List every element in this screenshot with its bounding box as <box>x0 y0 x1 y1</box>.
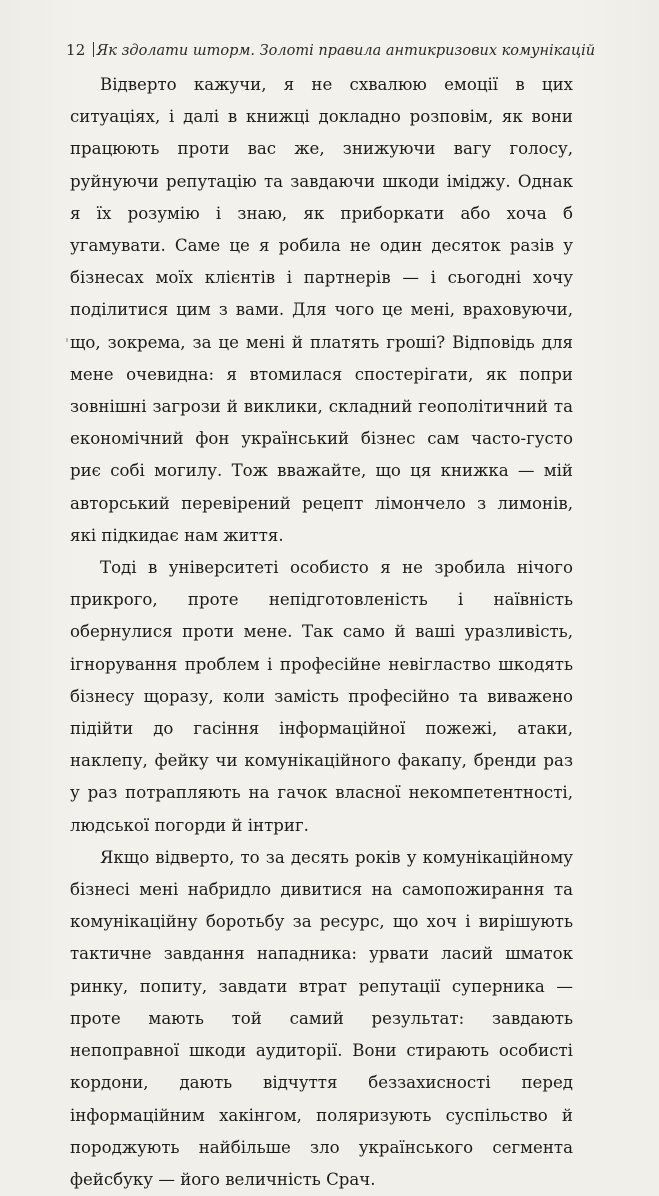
paragraph-3: Якщо відверто, то за десять років у комунікаційному бізнесі мені набридло дивитися на самопожирання та комунікаційну боротьбу за ресурс, що хоч і вирішують тактичне завдання нападника: урвати ласий шматок ринку, попиту, завдати втрат репутації суперника — проте мають той самий результат: завдають непоправної шкоди аудиторії. Вони стирають особисті кордони, дають відчуття беззахисності перед інформаційним хакінгом, поляризують суспільство й породжують найбільше зло українського сегмента фейсбуку — його величність Срач. <box>70 847 573 1189</box>
header-separator <box>93 42 94 57</box>
page-number: 12 <box>66 41 86 59</box>
running-title: Як здолати шторм. Золоті правила антикризових комунікацій <box>96 43 596 59</box>
running-head <box>66 40 606 61</box>
paragraph-2: Тоді в університеті особисто я не зробила нічого прикрого, проте непідготовленість і наївність обернулися проти мене. Так само й ваші уразливість, ігнорування проблем і професійне невігластво шкодять бізнесу щоразу, коли замість професійно та виважено підійти до гасіння інформаційної пожежі, атаки, наклепу, фейку чи комунікаційного факапу, бренди раз у раз потрапляють на гачок власної некомпетентності, людської погорди й інтриг. <box>70 558 573 835</box>
body-text <box>70 69 573 1196</box>
margin-speck <box>66 338 68 342</box>
paragraph-1: Відверто кажучи, я не схвалюю емоції в цих ситуаціях, і далі в книжці докладно розповім, як вони працюють проти вас же, знижуючи вагу голосу, руйнуючи репутацію та завдаючи шкоди іміджу. Однак я їх розумію і знаю, як приборкати або хоча б угамувати. Саме це я робила не один десяток разів у бізнесах моїх клієнтів і партнерів — і сьогодні хочу поділитися цим з вами. Для чого це мені, враховуючи, що, зокрема, за це мені й платять гроші? Відповідь для мене очевидна: я втомилася спостерігати, як попри зовнішні загрози й виклики, складний геополітичний та економічний фон український бізнес сам часто-густо риє собі могилу. Тож вважайте, що ця книжка — мій авторський перевірений рецепт лімончело з лимонів, які підкидає нам життя. <box>70 75 573 545</box>
